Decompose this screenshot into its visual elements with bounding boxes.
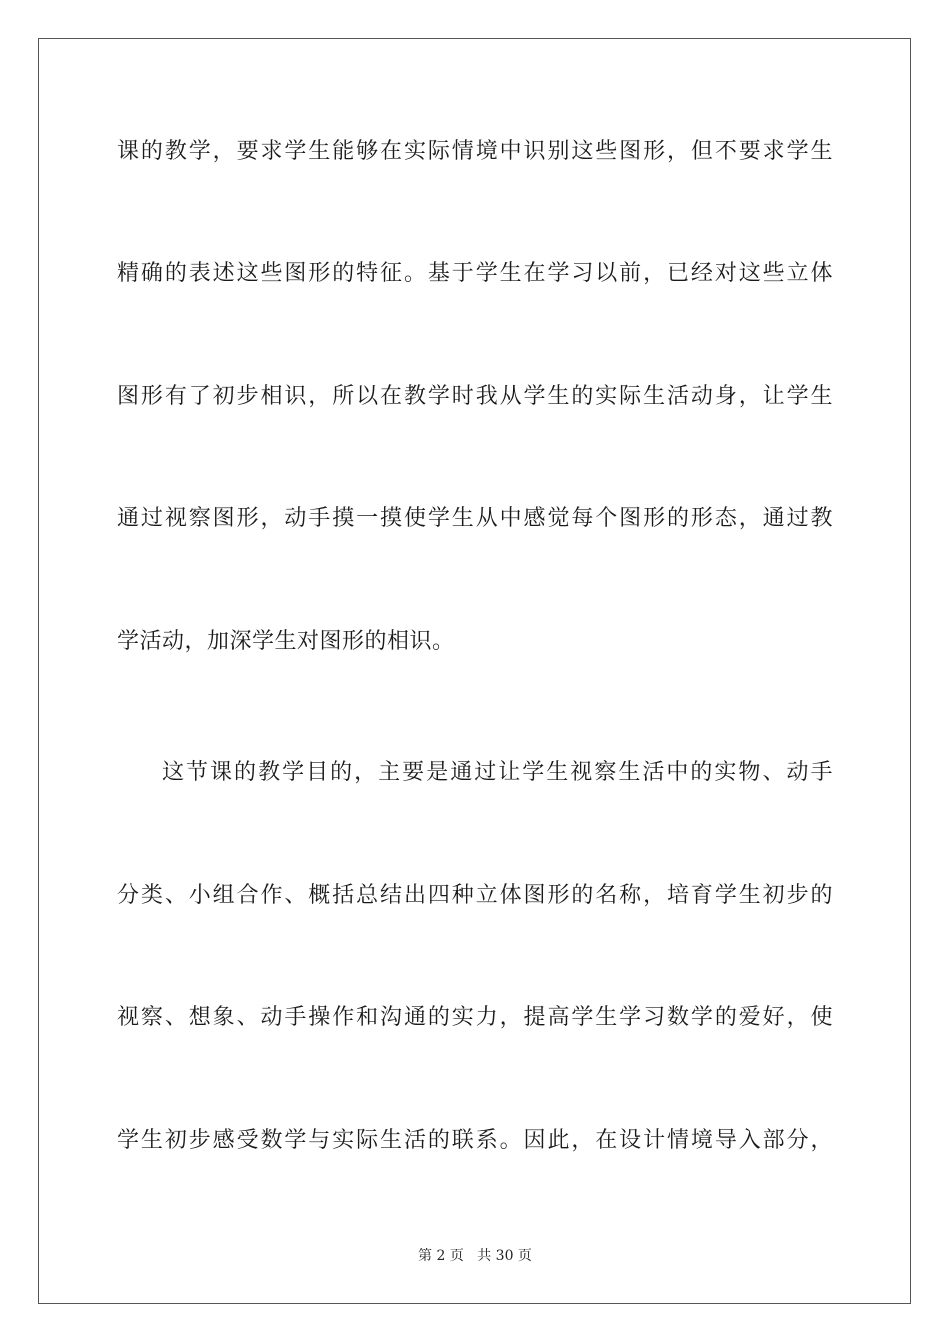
text-line: 图形有了初步相识，所以在教学时我从学生的实际生活动身，让学生 (117, 384, 833, 409)
page-footer (0, 1247, 950, 1265)
text-line: 这节课的教学目的，主要是通过让学生视察生活中的实物、动手 (162, 760, 833, 785)
text-line: 学活动，加深学生对图形的相识。 (117, 629, 455, 654)
text-line: 分类、小组合作、概括总结出四种立体图形的名称，培育学生初步的 (117, 883, 833, 908)
page-border (38, 38, 911, 1304)
text-line: 精确的表述这些图形的特征。基于学生在学习以前，已经对这些立体 (117, 261, 833, 286)
text-line: 课的教学，要求学生能够在实际情境中识别这些图形，但不要求学生 (117, 139, 833, 164)
page-total: 共 30 页 (477, 1248, 532, 1264)
text-line: 通过视察图形，动手摸一摸使学生从中感觉每个图形的形态，通过教 (117, 506, 833, 531)
page-number: 第 2 页 (418, 1248, 464, 1264)
text-line: 视察、想象、动手操作和沟通的实力，提高学生学习数学的爱好，使 (117, 1005, 833, 1030)
text-line: 学生初步感受数学与实际生活的联系。因此，在设计情境导入部分， (117, 1128, 833, 1153)
